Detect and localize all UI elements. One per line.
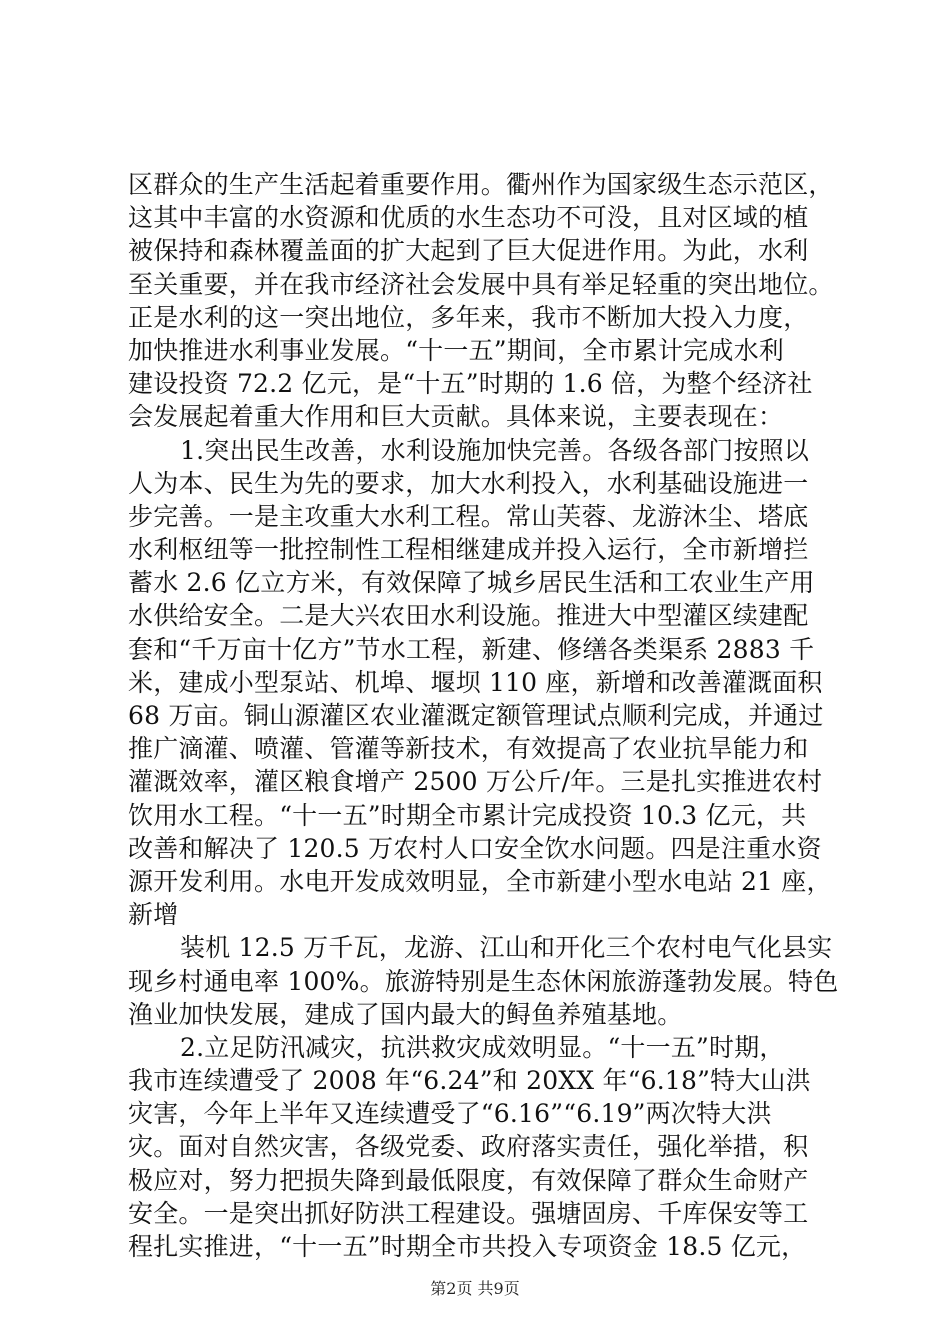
text-line: 蓄水 2.6 亿立方米，有效保障了城乡居民生活和工农业生产用 — [128, 568, 815, 598]
text-line: 套和“千万亩十亿方”节水工程，新建、修缮各类渠系 2883 千 — [128, 634, 815, 664]
text-line: 至关重要，并在我市经济社会发展中具有举足轻重的突出地位。 — [128, 269, 834, 299]
text-line: 现乡村通电率 100%。旅游特别是生态休闲旅游蓬勃发展。特色 — [128, 966, 839, 996]
text-line: 水利枢纽等一批控制性工程相继建成并投入运行，全市新增拦 — [128, 535, 809, 565]
text-line: 源开发利用。水电开发成效明显，全市新建小型水电站 21 座， — [128, 866, 832, 896]
paragraph-heading-2: 2.立足防汛减灾，抗洪救灾成效明显。“十一五”时期， — [180, 1032, 785, 1062]
body-text — [128, 168, 839, 1263]
text-line: 灾。面对自然灾害，各级党委、政府落实责任，强化举措，积 — [128, 1132, 809, 1162]
text-line: 装机 12.5 万千瓦，龙游、江山和开化三个农村电气化县实 — [180, 933, 833, 963]
text-line: 灾害，今年上半年又连续遭受了“6.16”“6.19”两次特大洪 — [128, 1099, 772, 1129]
text-line: 安全。一是突出抓好防洪工程建设。强塘固房、千库保安等工 — [128, 1198, 809, 1228]
text-line: 步完善。一是主攻重大水利工程。常山芙蓉、龙游沐尘、塔底 — [128, 501, 809, 531]
text-line: 灌溉效率，灌区粮食增产 2500 万公斤/年。三是扎实推进农村 — [128, 767, 823, 797]
text-line: 会发展起着重大作用和巨大贡献。具体来说，主要表现在： — [128, 402, 784, 432]
text-line: 建设投资 72.2 亿元，是“十五”时期的 1.6 倍，为整个经济社 — [128, 369, 813, 399]
text-line: 饮用水工程。“十一五”时期全市累计完成投资 10.3 亿元，共 — [128, 800, 807, 830]
text-line: 程扎实推进，“十一五”时期全市共投入专项资金 18.5 亿元， — [128, 1232, 807, 1261]
text-line: 正是水利的这一突出地位，多年来，我市不断加大投入力度， — [128, 302, 809, 332]
text-line: 推广滴灌、喷灌、管灌等新技术，有效提高了农业抗旱能力和 — [128, 734, 809, 764]
text-line: 水供给安全。二是大兴农田水利设施。推进大中型灌区续建配 — [128, 601, 809, 631]
text-line: 这其中丰富的水资源和优质的水生态功不可没，且对区域的植 — [128, 203, 809, 233]
text-line: 被保持和森林覆盖面的扩大起到了巨大促进作用。为此，水利 — [128, 236, 809, 266]
text-line: 改善和解决了 120.5 万农村人口安全饮水问题。四是注重水资 — [128, 833, 822, 863]
text-line: 渔业加快发展，建成了国内最大的鲟鱼养殖基地。 — [128, 999, 683, 1029]
text-line: 68 万亩。铜山源灌区农业灌溉定额管理试点顺利完成，并通过 — [128, 701, 824, 730]
text-line: 加快推进水利事业发展。“十一五”期间，全市累计完成水利 — [128, 335, 784, 365]
text-line: 新增 — [128, 900, 179, 930]
text-line: 区群众的生产生活起着重要作用。衢州作为国家级生态示范区， — [128, 170, 834, 199]
text-line: 米，建成小型泵站、机埠、堰坝 110 座，新增和改善灌溉面积 — [128, 667, 823, 697]
text-line: 人为本、民生为先的要求，加大水利投入，水利基础设施进一 — [128, 468, 809, 498]
page-indicator: 第2页 共9页 — [430, 1279, 520, 1298]
page-footer — [0, 1276, 950, 1299]
paragraph-heading-1: 1.突出民生改善，水利设施加快完善。各级各部门按照以 — [180, 435, 810, 465]
text-line: 极应对，努力把损失降到最低限度，有效保障了群众生命财产 — [128, 1165, 809, 1195]
text-line: 我市连续遭受了 2008 年“6.24”和 20XX 年“6.18”特大山洪 — [128, 1066, 811, 1096]
